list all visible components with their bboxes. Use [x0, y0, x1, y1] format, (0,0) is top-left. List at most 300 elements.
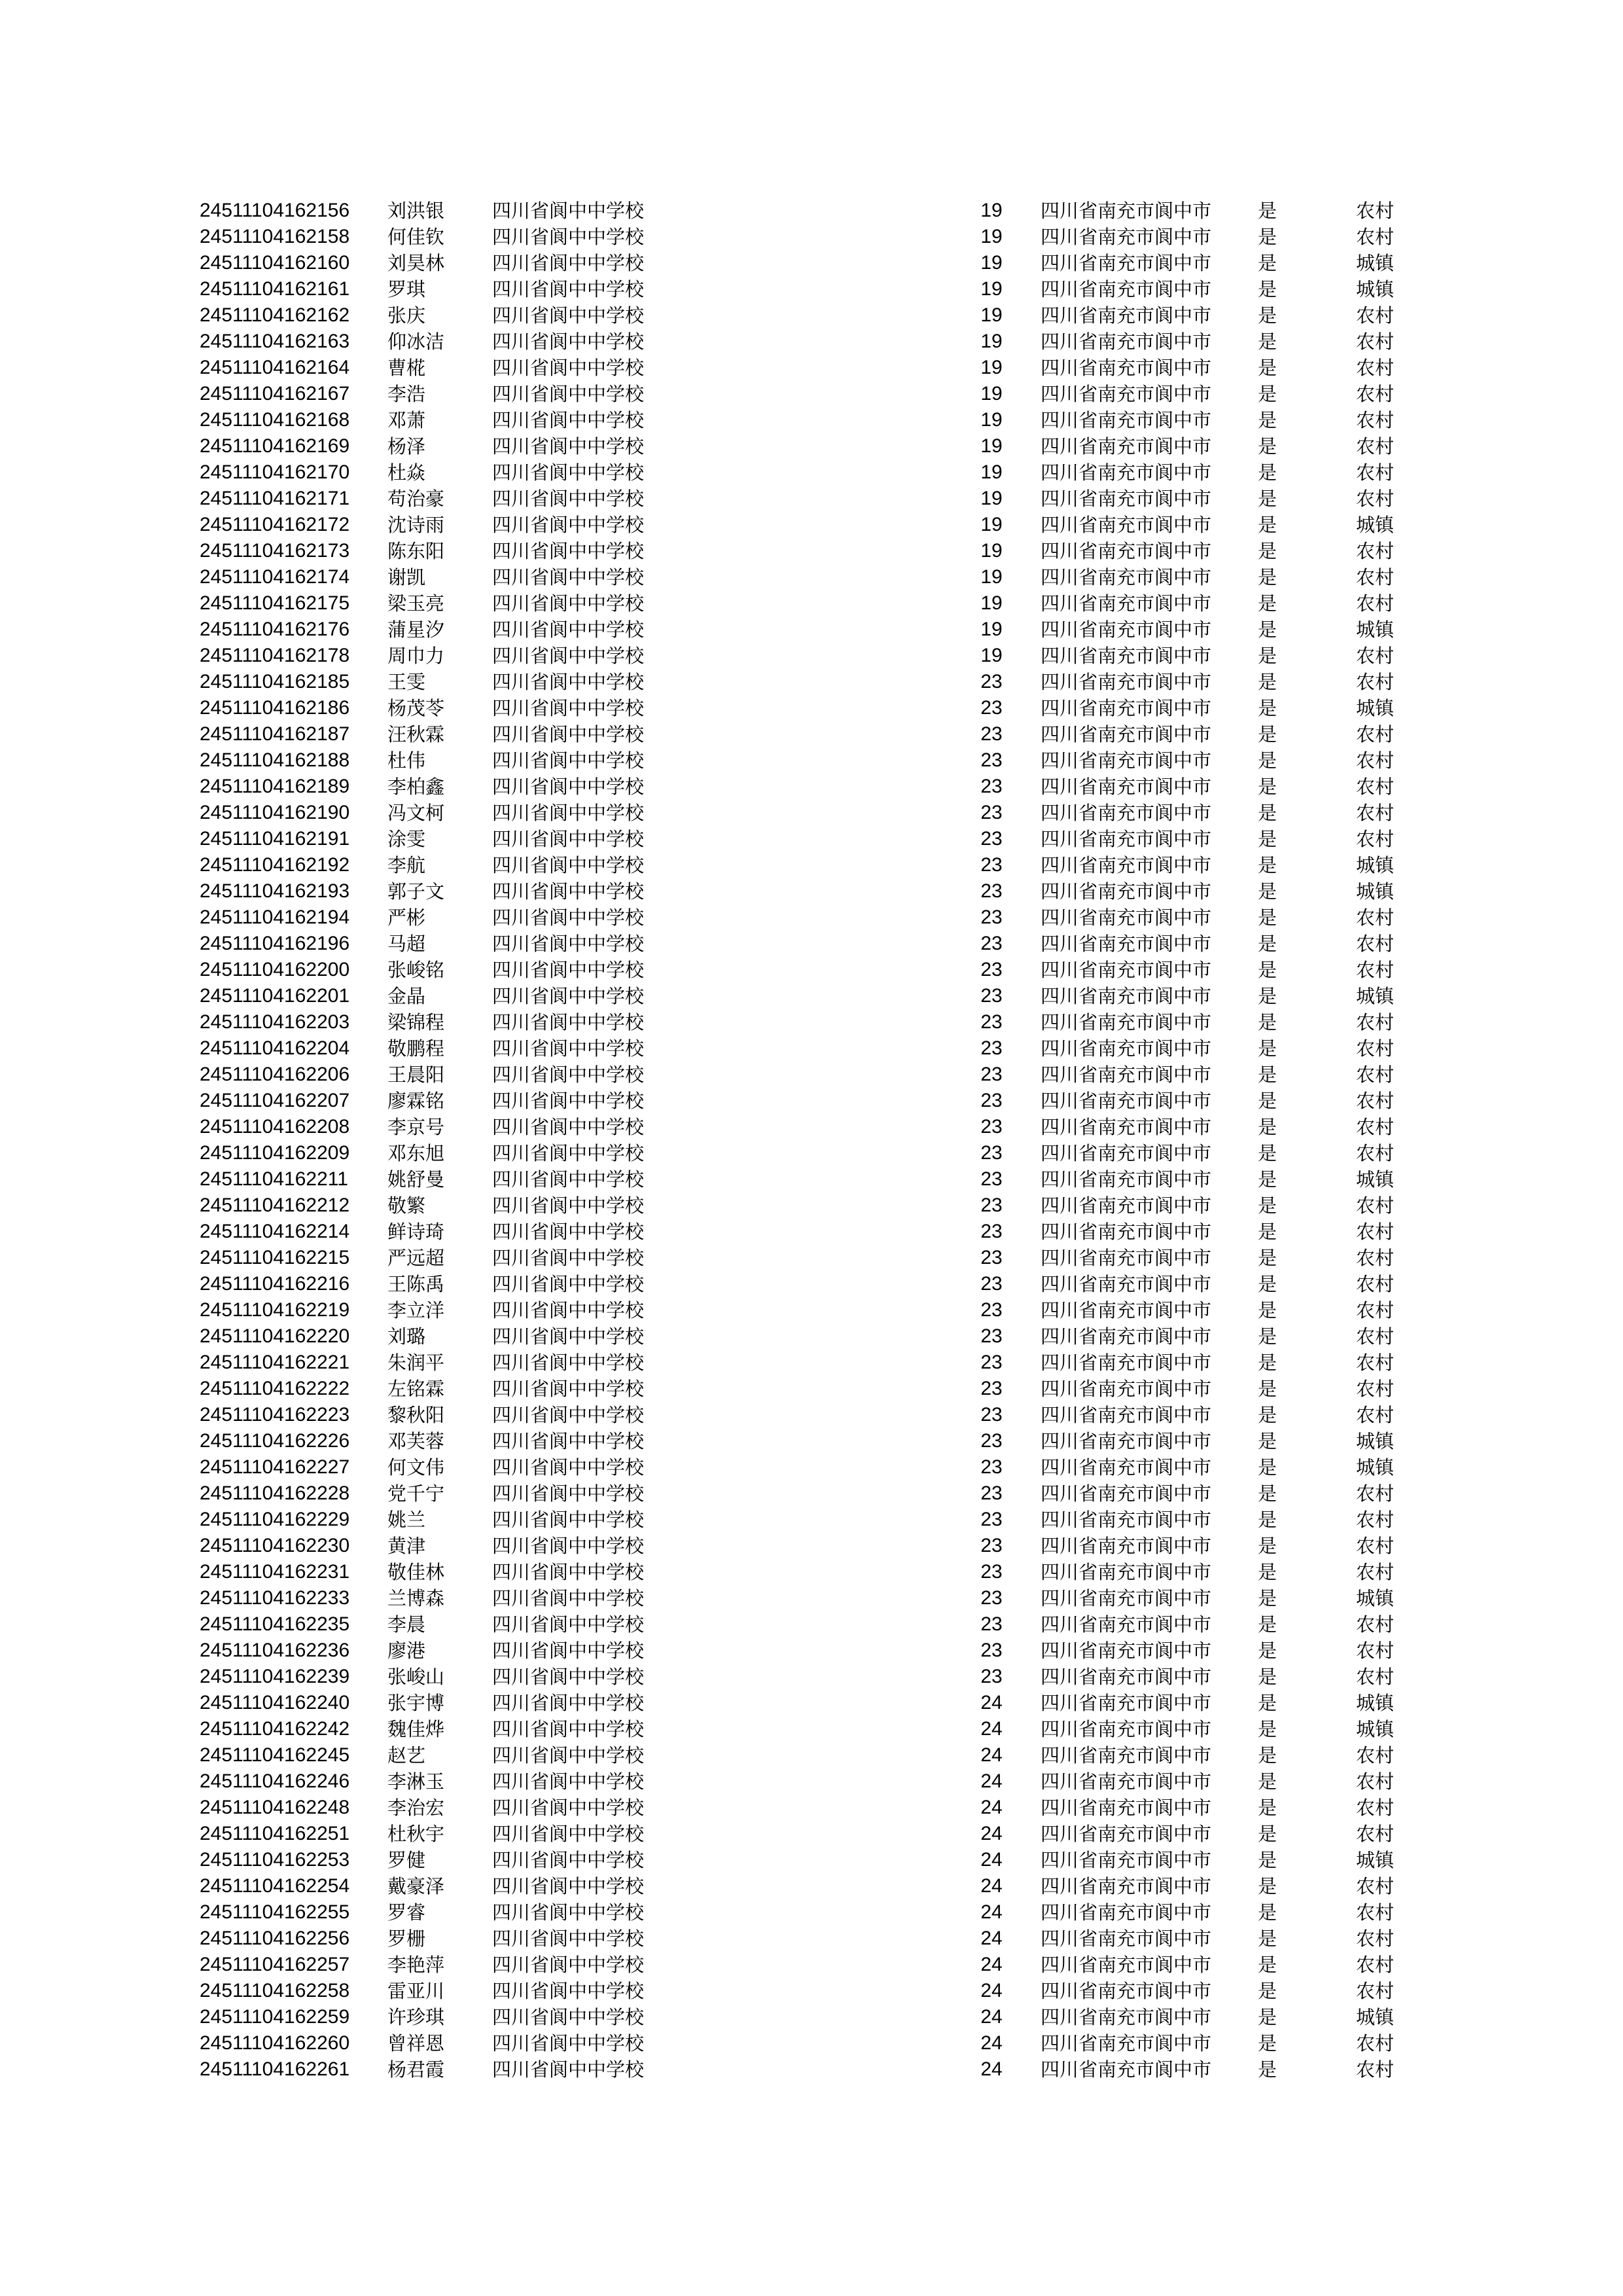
address: 四川省南充市阆中市 — [1041, 749, 1212, 772]
status-flag: 是 — [1258, 1456, 1277, 1479]
status-flag: 是 — [1258, 2058, 1277, 2081]
student-id: 24511104162171 — [200, 488, 350, 509]
area-type: 农村 — [1356, 1509, 1395, 1531]
student-id: 24511104162187 — [200, 723, 350, 745]
table-row — [0, 1585, 1623, 1611]
address: 四川省南充市阆中市 — [1041, 1194, 1212, 1217]
table-row — [0, 1507, 1623, 1533]
student-name: 谢凯 — [387, 566, 426, 588]
table-row — [0, 1166, 1623, 1193]
table-row — [0, 1795, 1623, 1821]
student-id: 24511104162160 — [200, 252, 350, 274]
student-list — [0, 198, 1623, 2083]
school-name: 四川省阆中中学校 — [492, 1482, 645, 1505]
table-row — [0, 774, 1623, 800]
table-row — [0, 1193, 1623, 1219]
class-number: 23 — [980, 1037, 1003, 1059]
table-row — [0, 1297, 1623, 1323]
status-flag: 是 — [1258, 1875, 1277, 1897]
class-number: 19 — [980, 278, 1003, 300]
table-row — [0, 1376, 1623, 1402]
class-number: 24 — [980, 1770, 1003, 1792]
student-id: 24511104162215 — [200, 1247, 350, 1268]
student-name: 张宇博 — [387, 1692, 445, 1714]
address: 四川省南充市阆中市 — [1041, 435, 1212, 457]
school-name: 四川省阆中中学校 — [492, 1954, 645, 1976]
school-name: 四川省阆中中学校 — [492, 749, 645, 772]
table-row — [0, 329, 1623, 355]
table-row — [0, 1219, 1623, 1245]
table-row — [0, 1088, 1623, 1114]
address: 四川省南充市阆中市 — [1041, 1954, 1212, 1976]
table-row — [0, 1742, 1623, 1768]
address: 四川省南充市阆中市 — [1041, 723, 1212, 745]
school-name: 四川省阆中中学校 — [492, 985, 645, 1007]
table-row — [0, 931, 1623, 957]
table-row — [0, 1009, 1623, 1035]
school-name: 四川省阆中中学校 — [492, 1299, 645, 1321]
table-row — [0, 878, 1623, 905]
class-number: 23 — [980, 828, 1003, 850]
status-flag: 是 — [1258, 331, 1277, 353]
area-type: 农村 — [1356, 1352, 1395, 1374]
status-flag: 是 — [1258, 985, 1277, 1007]
table-row — [0, 1533, 1623, 1559]
area-type: 农村 — [1356, 1221, 1395, 1243]
student-id: 24511104162212 — [200, 1194, 350, 1216]
student-name: 黎秋阳 — [387, 1404, 445, 1426]
student-name: 李浩 — [387, 383, 426, 405]
class-number: 24 — [980, 1875, 1003, 1897]
status-flag: 是 — [1258, 1482, 1277, 1505]
table-row — [0, 590, 1623, 617]
student-name: 汪秋霖 — [387, 723, 445, 745]
status-flag: 是 — [1258, 592, 1277, 615]
student-id: 24511104162188 — [200, 749, 350, 771]
student-id: 24511104162209 — [200, 1142, 350, 1164]
class-number: 23 — [980, 1640, 1003, 1661]
class-number: 23 — [980, 1613, 1003, 1635]
area-type: 农村 — [1356, 1064, 1395, 1086]
student-id: 24511104162200 — [200, 959, 350, 980]
address: 四川省南充市阆中市 — [1041, 828, 1212, 850]
student-id: 24511104162158 — [200, 226, 350, 247]
school-name: 四川省阆中中学校 — [492, 880, 645, 903]
class-number: 23 — [980, 1482, 1003, 1504]
address: 四川省南充市阆中市 — [1041, 357, 1212, 379]
student-id: 24511104162196 — [200, 933, 350, 954]
student-id: 24511104162239 — [200, 1666, 350, 1687]
area-type: 农村 — [1356, 1928, 1395, 1950]
school-name: 四川省阆中中学校 — [492, 435, 645, 457]
student-name: 涂雯 — [387, 828, 426, 850]
student-name: 魏佳烨 — [387, 1718, 445, 1740]
school-name: 四川省阆中中学校 — [492, 1378, 645, 1400]
area-type: 农村 — [1356, 1797, 1395, 1819]
school-name: 四川省阆中中学校 — [492, 933, 645, 955]
student-name: 王晨阳 — [387, 1064, 445, 1086]
area-type: 农村 — [1356, 1404, 1395, 1426]
school-name: 四川省阆中中学校 — [492, 1797, 645, 1819]
status-flag: 是 — [1258, 1090, 1277, 1112]
school-name: 四川省阆中中学校 — [492, 1718, 645, 1740]
class-number: 24 — [980, 1797, 1003, 1818]
student-name: 杨茂苓 — [387, 697, 445, 719]
student-name: 邓东旭 — [387, 1142, 445, 1164]
status-flag: 是 — [1258, 1954, 1277, 1976]
area-type: 农村 — [1356, 1535, 1395, 1557]
status-flag: 是 — [1258, 1168, 1277, 1191]
school-name: 四川省阆中中学校 — [492, 1535, 645, 1557]
student-id: 24511104162176 — [200, 619, 350, 640]
table-row — [0, 1952, 1623, 1978]
table-row — [0, 302, 1623, 329]
class-number: 19 — [980, 383, 1003, 404]
class-number: 24 — [980, 1823, 1003, 1844]
status-flag: 是 — [1258, 1299, 1277, 1321]
status-flag: 是 — [1258, 959, 1277, 981]
status-flag: 是 — [1258, 723, 1277, 745]
area-type: 农村 — [1356, 1640, 1395, 1662]
area-type: 农村 — [1356, 1901, 1395, 1924]
student-name: 罗琪 — [387, 278, 426, 300]
table-row — [0, 1559, 1623, 1585]
status-flag: 是 — [1258, 1613, 1277, 1636]
area-type: 农村 — [1356, 959, 1395, 981]
table-row — [0, 721, 1623, 747]
area-type: 农村 — [1356, 2058, 1395, 2081]
student-name: 兰博森 — [387, 1587, 445, 1609]
status-flag: 是 — [1258, 1797, 1277, 1819]
student-name: 李淋玉 — [387, 1770, 445, 1793]
table-row — [0, 1402, 1623, 1428]
school-name: 四川省阆中中学校 — [492, 1770, 645, 1793]
status-flag: 是 — [1258, 566, 1277, 588]
student-id: 24511104162258 — [200, 1980, 350, 2001]
student-name: 左铭霖 — [387, 1378, 445, 1400]
status-flag: 是 — [1258, 1744, 1277, 1767]
table-row — [0, 564, 1623, 590]
address: 四川省南充市阆中市 — [1041, 1221, 1212, 1243]
address: 四川省南充市阆中市 — [1041, 697, 1212, 719]
table-row — [0, 1062, 1623, 1088]
student-id: 24511104162178 — [200, 645, 350, 666]
class-number: 23 — [980, 749, 1003, 771]
student-id: 24511104162230 — [200, 1535, 350, 1556]
school-name: 四川省阆中中学校 — [492, 1980, 645, 2002]
table-row — [0, 1873, 1623, 1899]
student-id: 24511104162156 — [200, 200, 350, 221]
school-name: 四川省阆中中学校 — [492, 1404, 645, 1426]
student-name: 戴豪泽 — [387, 1875, 445, 1897]
school-name: 四川省阆中中学校 — [492, 671, 645, 693]
student-id: 24511104162175 — [200, 592, 350, 614]
school-name: 四川省阆中中学校 — [492, 1849, 645, 1871]
area-type: 农村 — [1356, 435, 1395, 457]
student-id: 24511104162168 — [200, 409, 350, 431]
area-type: 农村 — [1356, 200, 1395, 222]
class-number: 23 — [980, 1064, 1003, 1085]
address: 四川省南充市阆中市 — [1041, 1849, 1212, 1871]
class-number: 23 — [980, 1325, 1003, 1347]
school-name: 四川省阆中中学校 — [492, 304, 645, 327]
status-flag: 是 — [1258, 1064, 1277, 1086]
status-flag: 是 — [1258, 435, 1277, 457]
table-row — [0, 983, 1623, 1009]
class-number: 23 — [980, 802, 1003, 823]
student-name: 鲜诗琦 — [387, 1221, 445, 1243]
class-number: 23 — [980, 1194, 1003, 1216]
status-flag: 是 — [1258, 540, 1277, 562]
area-type: 农村 — [1356, 331, 1395, 353]
address: 四川省南充市阆中市 — [1041, 226, 1212, 248]
student-name: 蒲星汐 — [387, 619, 445, 641]
student-name: 张峻山 — [387, 1666, 445, 1688]
table-row — [0, 2004, 1623, 2030]
student-id: 24511104162228 — [200, 1482, 350, 1504]
address: 四川省南充市阆中市 — [1041, 2058, 1212, 2081]
status-flag: 是 — [1258, 671, 1277, 693]
area-type: 农村 — [1356, 540, 1395, 562]
class-number: 19 — [980, 566, 1003, 588]
student-id: 24511104162204 — [200, 1037, 350, 1059]
status-flag: 是 — [1258, 1037, 1277, 1060]
student-name: 严远超 — [387, 1247, 445, 1269]
student-name: 敬佳林 — [387, 1561, 445, 1583]
status-flag: 是 — [1258, 1116, 1277, 1138]
status-flag: 是 — [1258, 802, 1277, 824]
status-flag: 是 — [1258, 1770, 1277, 1793]
student-name: 党千宁 — [387, 1482, 445, 1505]
student-name: 杨君霞 — [387, 2058, 445, 2081]
address: 四川省南充市阆中市 — [1041, 540, 1212, 562]
table-row — [0, 1821, 1623, 1847]
school-name: 四川省阆中中学校 — [492, 1325, 645, 1348]
table-row — [0, 1611, 1623, 1638]
student-name: 李晨 — [387, 1613, 426, 1636]
school-name: 四川省阆中中学校 — [492, 1247, 645, 1269]
address: 四川省南充市阆中市 — [1041, 1718, 1212, 1740]
area-type: 城镇 — [1356, 514, 1395, 536]
school-name: 四川省阆中中学校 — [492, 409, 645, 431]
class-number: 23 — [980, 906, 1003, 928]
table-row — [0, 1350, 1623, 1376]
status-flag: 是 — [1258, 304, 1277, 327]
address: 四川省南充市阆中市 — [1041, 959, 1212, 981]
address: 四川省南充市阆中市 — [1041, 331, 1212, 353]
student-id: 24511104162231 — [200, 1561, 350, 1583]
student-id: 24511104162245 — [200, 1744, 350, 1766]
student-name: 金晶 — [387, 985, 426, 1007]
student-name: 张庆 — [387, 304, 426, 327]
student-id: 24511104162223 — [200, 1404, 350, 1426]
school-name: 四川省阆中中学校 — [492, 1692, 645, 1714]
area-type: 农村 — [1356, 1980, 1395, 2002]
area-type: 城镇 — [1356, 1430, 1395, 1452]
student-name: 李治宏 — [387, 1797, 445, 1819]
area-type: 农村 — [1356, 1613, 1395, 1636]
student-id: 24511104162246 — [200, 1770, 350, 1792]
address: 四川省南充市阆中市 — [1041, 671, 1212, 693]
address: 四川省南充市阆中市 — [1041, 1064, 1212, 1086]
student-id: 24511104162248 — [200, 1797, 350, 1818]
address: 四川省南充市阆中市 — [1041, 488, 1212, 510]
class-number: 23 — [980, 1561, 1003, 1583]
status-flag: 是 — [1258, 1378, 1277, 1400]
student-id: 24511104162192 — [200, 854, 350, 876]
table-row — [0, 1035, 1623, 1062]
class-number: 19 — [980, 540, 1003, 562]
table-row — [0, 2056, 1623, 2083]
student-name: 敬鹏程 — [387, 1037, 445, 1060]
class-number: 23 — [980, 959, 1003, 980]
address: 四川省南充市阆中市 — [1041, 1823, 1212, 1845]
area-type: 农村 — [1356, 1273, 1395, 1295]
area-type: 农村 — [1356, 828, 1395, 850]
table-row — [0, 1245, 1623, 1271]
class-number: 19 — [980, 226, 1003, 247]
school-name: 四川省阆中中学校 — [492, 1221, 645, 1243]
area-type: 农村 — [1356, 1378, 1395, 1400]
address: 四川省南充市阆中市 — [1041, 1587, 1212, 1609]
status-flag: 是 — [1258, 2032, 1277, 2054]
student-name: 李京号 — [387, 1116, 445, 1138]
student-id: 24511104162257 — [200, 1954, 350, 1975]
address: 四川省南充市阆中市 — [1041, 1692, 1212, 1714]
class-number: 19 — [980, 619, 1003, 640]
table-row — [0, 800, 1623, 826]
class-number: 19 — [980, 488, 1003, 509]
status-flag: 是 — [1258, 645, 1277, 667]
student-name: 严彬 — [387, 906, 426, 929]
student-name: 李柏鑫 — [387, 776, 445, 798]
student-name: 梁锦程 — [387, 1011, 445, 1033]
class-number: 23 — [980, 1456, 1003, 1478]
student-id: 24511104162191 — [200, 828, 350, 850]
address: 四川省南充市阆中市 — [1041, 1247, 1212, 1269]
student-name: 姚舒曼 — [387, 1168, 445, 1191]
status-flag: 是 — [1258, 776, 1277, 798]
status-flag: 是 — [1258, 1404, 1277, 1426]
address: 四川省南充市阆中市 — [1041, 1037, 1212, 1060]
status-flag: 是 — [1258, 252, 1277, 274]
student-name: 廖港 — [387, 1640, 426, 1662]
student-id: 24511104162189 — [200, 776, 350, 797]
address: 四川省南充市阆中市 — [1041, 1875, 1212, 1897]
student-id: 24511104162222 — [200, 1378, 350, 1399]
area-type: 城镇 — [1356, 619, 1395, 641]
table-row — [0, 1140, 1623, 1166]
area-type: 城镇 — [1356, 1168, 1395, 1191]
student-id: 24511104162221 — [200, 1352, 350, 1373]
class-number: 23 — [980, 1666, 1003, 1687]
address: 四川省南充市阆中市 — [1041, 776, 1212, 798]
status-flag: 是 — [1258, 1194, 1277, 1217]
student-id: 24511104162169 — [200, 435, 350, 457]
student-name: 罗栅 — [387, 1928, 426, 1950]
table-row — [0, 538, 1623, 564]
area-type: 农村 — [1356, 1823, 1395, 1845]
table-row — [0, 905, 1623, 931]
student-name: 罗健 — [387, 1849, 426, 1871]
student-name: 李航 — [387, 854, 426, 876]
status-flag: 是 — [1258, 1273, 1277, 1295]
table-row — [0, 852, 1623, 878]
school-name: 四川省阆中中学校 — [492, 592, 645, 615]
table-row — [0, 669, 1623, 695]
school-name: 四川省阆中中学校 — [492, 1587, 645, 1609]
class-number: 23 — [980, 1247, 1003, 1268]
address: 四川省南充市阆中市 — [1041, 1142, 1212, 1164]
table-row — [0, 1926, 1623, 1952]
school-name: 四川省阆中中学校 — [492, 1928, 645, 1950]
class-number: 23 — [980, 1509, 1003, 1530]
student-name: 赵艺 — [387, 1744, 426, 1767]
address: 四川省南充市阆中市 — [1041, 409, 1212, 431]
school-name: 四川省阆中中学校 — [492, 2058, 645, 2081]
table-row — [0, 1480, 1623, 1507]
student-id: 24511104162220 — [200, 1325, 350, 1347]
student-name: 杜焱 — [387, 461, 426, 484]
address: 四川省南充市阆中市 — [1041, 1561, 1212, 1583]
student-id: 24511104162211 — [200, 1168, 348, 1190]
student-id: 24511104162219 — [200, 1299, 350, 1321]
status-flag: 是 — [1258, 906, 1277, 929]
class-number: 23 — [980, 723, 1003, 745]
school-name: 四川省阆中中学校 — [492, 226, 645, 248]
status-flag: 是 — [1258, 2006, 1277, 2028]
class-number: 23 — [980, 1430, 1003, 1452]
status-flag: 是 — [1258, 619, 1277, 641]
area-type: 农村 — [1356, 1561, 1395, 1583]
student-name: 李艳萍 — [387, 1954, 445, 1976]
student-name: 敬繁 — [387, 1194, 426, 1217]
table-row — [0, 617, 1623, 643]
area-type: 城镇 — [1356, 252, 1395, 274]
area-type: 农村 — [1356, 645, 1395, 667]
status-flag: 是 — [1258, 1011, 1277, 1033]
school-name: 四川省阆中中学校 — [492, 906, 645, 929]
status-flag: 是 — [1258, 383, 1277, 405]
area-type: 农村 — [1356, 357, 1395, 379]
student-name: 杨泽 — [387, 435, 426, 457]
table-row — [0, 276, 1623, 302]
school-name: 四川省阆中中学校 — [492, 1823, 645, 1845]
area-type: 农村 — [1356, 1247, 1395, 1269]
student-id: 24511104162254 — [200, 1875, 350, 1897]
student-id: 24511104162251 — [200, 1823, 350, 1844]
student-id: 24511104162173 — [200, 540, 350, 562]
status-flag: 是 — [1258, 749, 1277, 772]
address: 四川省南充市阆中市 — [1041, 1509, 1212, 1531]
area-type: 城镇 — [1356, 1849, 1395, 1871]
student-name: 杜伟 — [387, 749, 426, 772]
student-id: 24511104162207 — [200, 1090, 350, 1111]
area-type: 农村 — [1356, 1090, 1395, 1112]
area-type: 农村 — [1356, 383, 1395, 405]
table-row — [0, 1114, 1623, 1140]
class-number: 19 — [980, 331, 1003, 352]
class-number: 23 — [980, 1221, 1003, 1242]
address: 四川省南充市阆中市 — [1041, 1273, 1212, 1295]
table-row — [0, 1664, 1623, 1690]
student-name: 陈东阳 — [387, 540, 445, 562]
student-name: 马超 — [387, 933, 426, 955]
address: 四川省南充市阆中市 — [1041, 566, 1212, 588]
area-type: 农村 — [1356, 723, 1395, 745]
school-name: 四川省阆中中学校 — [492, 357, 645, 379]
area-type: 城镇 — [1356, 697, 1395, 719]
